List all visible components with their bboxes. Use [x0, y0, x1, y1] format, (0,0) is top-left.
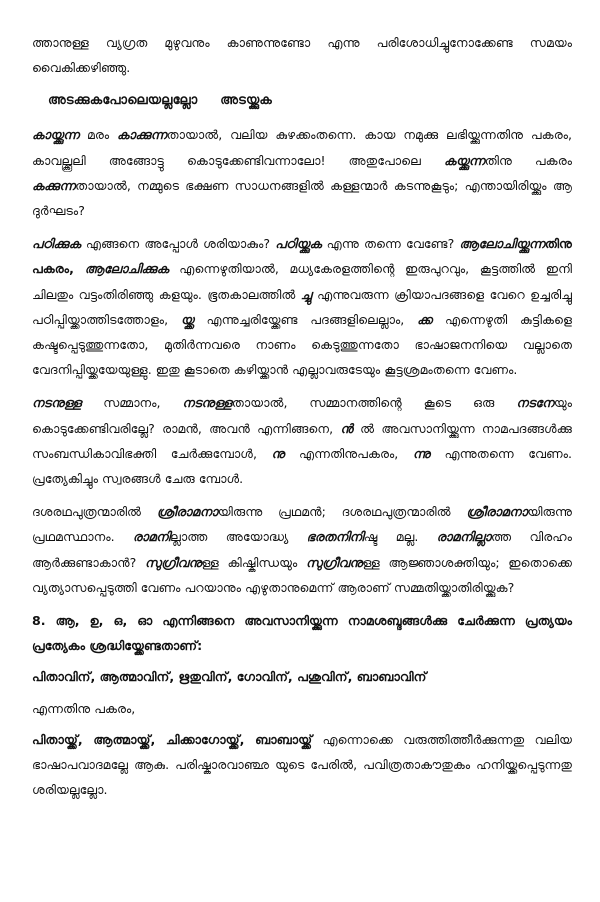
text-run: സമ്മാനം,	[81, 395, 183, 411]
text-run: ദശരഥപുത്രന്മാരിൽ	[32, 504, 157, 520]
text-run: ത്ത വിരഹം ആർക്കുണ്ടാകാൻ?	[32, 529, 572, 570]
text-run: തായാൽ, വലിയ കുഴക്കംതന്നെ. കായ നമുക്കു ലഭിയ്ക്കുന്നതിനു പകരം, കാവല്ക്കൂലി അങ്ങോട്ടു കൊടുക്കേണ്ടിവന്നാലോ! അതുപോലെ	[32, 127, 572, 168]
text-run: ല്ലാത്ത അയോദ്ധ്യ	[170, 529, 307, 545]
paragraph-kayakkunna	[32, 122, 572, 223]
heading-part-1: അടക്കുകപോലെയല്ലല്ലോ	[48, 93, 198, 109]
paragraph-intro: ത്താനുള്ള വ്യഗ്രത മുഴുവനും കാണുന്നുണ്ടോ എന്നു പരിശോധിച്ചുനോക്കേണ്ട സമയം വൈകിക്കഴിഞ്ഞു.	[32, 35, 572, 76]
emphasis-word: പഠിയ്ക്കുക	[275, 236, 322, 252]
text-run: എന്നുവരുന്ന ക്രിയാപദങ്ങളെ വേറെ ഉച്ചരിച്ചു പഠിപ്പിയ്ക്കാത്തിടത്തോളം,	[32, 286, 572, 327]
emphasis-word: നടനുള്ള	[32, 395, 82, 411]
text-run: തായാൽ, സമ്മാനത്തിന്റെ കൂടെ ഒരു	[231, 395, 517, 411]
text-run: ള്ള ആജ്ഞാശക്തിയും; ഇതൊക്കെ വ്യത്യാസപ്പെടുത്തി വേണം പറയാനും എഴുതാനുമെന്ന് ആരാണ് സമ്മതിയ്ക്കാതിരിയ്ക്കുക?	[32, 554, 573, 595]
text-run: എങ്ങനെ അപ്പോൾ ശരിയാകും?	[80, 236, 276, 252]
text-run: എന്നുതന്നെ വേണം. പ്രത്യേകിച്ചും സ്വരങ്ങൾ ചേരു മ്പോൾ.	[32, 445, 573, 487]
paragraph-nadanulla	[32, 390, 572, 491]
conclusion-text: എന്നൊക്കെ വരുത്തിത്തീർക്കുന്നതു വലിയ ഭാഷാപവാദമല്ലേ ആകു. പരിഷ്കാരവാഞ്ഛ യുടെ പേരിൽ, പവിത്രതാകൗതുകം ഹനിയ്ക്കപ്പെടുന്നതു ശരിയല്ലല്ലോ.	[32, 731, 572, 798]
emphasis-word: ആലോചിയ്ക്കുന്ന	[459, 236, 545, 252]
emphasis-word: ശ്രീരാമനാ	[156, 504, 218, 520]
section-heading	[48, 88, 572, 114]
emphasis-word: രാമനില്ലാ	[436, 529, 491, 545]
emphasis-word: സുഗ്രീവനു	[145, 554, 202, 570]
emphasis-word: സുഗ്രീവനു	[305, 554, 363, 570]
emphasis-word: ക്ക	[417, 311, 433, 327]
emphasis-word: ൻ	[340, 420, 353, 436]
emphasis-word: യ്ക്ക	[180, 311, 194, 327]
emphasis-word: നു	[271, 445, 285, 461]
text-run: ഷ്ട മല്ല.	[363, 529, 437, 545]
paragraph-rule-8: 8. ആ, ഉ, ഒ, ഓ എന്നിങ്ങനെ അവസാനിയ്ക്കുന്ന നാമശബ്ദങ്ങൾക്കു ചേർക്കുന്ന പ്രത്യയം പ്രത്യേകം ശ്രദ്ധിയ്ക്കേണ്ടതാണ്:	[32, 613, 572, 654]
emphasis-word: ആലോചിക്കുക	[84, 261, 169, 277]
paragraph-padikkuka	[32, 231, 572, 382]
heading-part-2: അടയ്ക്കുക	[220, 93, 273, 109]
text-run: എന്നതിനുപകരം,	[284, 445, 413, 461]
paragraph-conclusion	[32, 727, 572, 803]
emphasis-word: ഭരതനിനി	[306, 529, 364, 545]
paragraph-wrong-forms: പിതാവിന്, ആത്മാവിന്, ഋതുവിന്, ഗോവിന്, പശുവിന്, ബാബാവിന്	[32, 669, 427, 685]
emphasis-word: കാക്കുന്ന	[116, 127, 167, 143]
paragraph-instead: എന്നതിനു പകരം,	[32, 700, 136, 716]
text-run: മരം	[79, 127, 117, 143]
text-run: എന്നുച്ചരിയ്ക്കേണ്ട പദങ്ങളിലെല്ലാം,	[193, 311, 418, 327]
paragraph-dasharatha	[32, 499, 572, 600]
emphasis-word: ച്ചു	[300, 286, 312, 302]
emphasis-word: കക്കുന്ന	[32, 177, 76, 193]
text-run: തിനു പകരം	[484, 152, 572, 168]
text-run: ൽ അവസാനിയ്ക്കുന്ന നാമപദങ്ങൾക്കു സംബന്ധികാവിഭക്തി ചേർക്കുമ്പോൾ,	[32, 420, 572, 461]
text-run: ള്ള കിഷ്കിന്ധയും	[201, 554, 306, 570]
emphasis-word: കയ്ക്കുന്ന	[443, 152, 485, 168]
emphasis-word: ന്നു	[412, 445, 430, 461]
text-run: യും കൊടുക്കേണ്ടിവരില്ലേ? രാമൻ, അവൻ എന്നിങ്ങനെ,	[32, 395, 572, 436]
text-run: എന്നെഴുതിയാൽ, മധ്യകേരളത്തിന്റെ ഇരുപുറവും, കൂട്ടത്തിൽ ഇനി ചിലതും വട്ടംതിരിഞ്ഞു കളയും. ഭൂതകാലത്തിൽ	[32, 261, 572, 302]
emphasis-word: രാമനി	[132, 529, 171, 545]
text-run: എന്നെഴുതി കുട്ടികളെ കഷ്ടപ്പെടുത്തുന്നതോ, മുതിർന്നവരെ നാണം കെടുത്തുന്നതോ ഭാഷാജനനിയെ വല്ലാതെ വേദനിപ്പിയ്ക്കയേയുള്ളു. ഇതു കൂടാതെ കഴിയ്ക്കാൻ എല്ലാവരുടേയും കൂട്ടശ്രമംതന്നെ വേണം.	[32, 311, 572, 378]
emphasis-word: നടനേ	[516, 395, 554, 411]
text-run: യിരുന്നു പ്രഥമൻ; ദശരഥപുത്രന്മാരിൽ	[217, 504, 467, 520]
text-run: യിരുന്നു പ്രഥമസ്ഥാനം.	[32, 504, 572, 545]
emphasis-word: പഠിക്കുക	[32, 236, 81, 252]
emphasis-word: ശ്രീരാമനാ	[466, 504, 528, 520]
emphasis-word: തിനു പകരം,	[32, 236, 572, 277]
emphasis-word: നടനുള്ള	[182, 395, 232, 411]
text-run: എന്നു തന്നെ വേണ്ടേ?	[321, 236, 460, 252]
text-run: തായാൽ, നമ്മുടെ ഭക്ഷണ സാധനങ്ങളിൽ കള്ളന്മാർ കടന്നുകൂടും; എന്തായിരിയ്ക്കും ആ ദുർഘടം?	[32, 177, 572, 219]
correct-forms: പിതായ്ക്ക്, ആത്മായ്ക്ക്, ചിക്കാഗോയ്ക്ക്, ബാബായ്ക്ക്	[32, 731, 313, 747]
emphasis-word: കായ്ക്കുന്ന	[32, 127, 80, 143]
